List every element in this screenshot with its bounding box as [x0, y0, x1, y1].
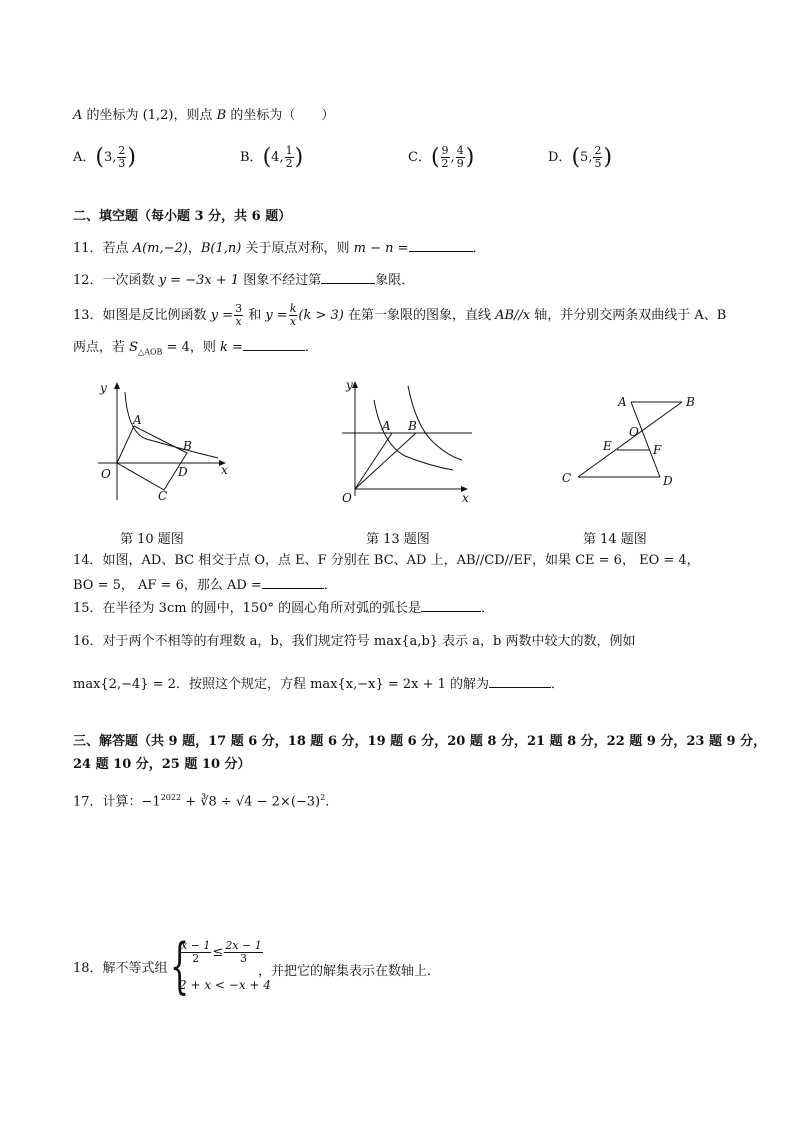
q10-option-c[interactable]: C．( $\frac{9}{2}$ , $\frac{4}{9}$ )	[408, 144, 475, 170]
q13-f2-num: k	[289, 302, 297, 315]
q13-k: k =	[219, 340, 243, 355]
q18-ineq1-left-den: 2	[192, 952, 200, 965]
q13-s: S	[129, 340, 139, 355]
q11	[73, 239, 486, 258]
fig13-label-x: x	[462, 491, 469, 505]
q13-line2b: = 4，则	[162, 340, 220, 355]
q17-exponent: 2022	[160, 793, 182, 802]
fig14-label-o: O	[629, 425, 639, 439]
q11-end: ．	[472, 241, 486, 256]
q11-point-a: A(m,−2)	[132, 241, 188, 256]
option-label: A．	[73, 150, 96, 165]
fig10-quadrilateral	[117, 426, 187, 490]
q12-end: 象限．	[375, 273, 415, 288]
q15-answer-blank[interactable]	[421, 599, 481, 612]
option-num: 4	[456, 144, 464, 157]
q12-number: 12．	[73, 273, 103, 288]
q12-text1: 一次函数	[102, 273, 159, 288]
q18-ineq1-left-num: x − 1	[181, 939, 211, 952]
option-whole: 5	[580, 150, 589, 165]
fig13-segment-oa	[355, 433, 392, 489]
q13-answer-blank[interactable]	[243, 338, 305, 351]
q18-ineq1	[179, 940, 264, 965]
q13-y2: y =	[265, 308, 288, 323]
q11-text2: 关于原点对称，则	[241, 241, 354, 256]
q13-f1-num: 3	[235, 302, 243, 315]
q10-stem-point-a: A	[73, 108, 83, 123]
fig10-label-d: D	[178, 465, 188, 479]
q10-stem-mid: 的坐标为	[82, 108, 143, 123]
q11-expr: m − n =	[353, 241, 409, 256]
q13-end: ．	[304, 340, 318, 355]
q13-text1: 如图是反比例函数	[102, 308, 211, 323]
q11-text1: 若点	[102, 241, 133, 256]
section3-heading-line1: 三、解答题（共 9 题，17 题 6 分，18 题 6 分，19 题 6 分，20 题 8 分，21 题 8 分，22 题 9 分，23 题 9 分，	[73, 734, 767, 749]
q14-line1: 14．如图，AD、BC 相交于点 O，点 E、F 分别在 BC、AD 上，AB//CD//EF，如果 CE = 6， EO = 4，	[73, 553, 700, 568]
fig10-y-arrow	[114, 382, 120, 389]
q17	[73, 789, 338, 811]
fig10-label-o: O	[101, 467, 111, 481]
section2-heading: 二、填空题（每小题 3 分，共 6 题）	[73, 209, 292, 224]
q11-number: 11．	[73, 241, 103, 256]
q10-stem-end: 的坐标为（ ）	[226, 108, 335, 123]
q13-f2-den: x	[289, 315, 297, 328]
fig14-label-e: E	[603, 439, 612, 453]
q13-y1: y =	[210, 308, 234, 323]
fig10-label-b: B	[183, 439, 192, 453]
q17-text1: 17．计算：−1	[73, 794, 161, 810]
fig14-segment-bc	[578, 402, 682, 477]
option-label: D．	[548, 150, 572, 165]
fig10-label-a: A	[133, 413, 142, 427]
q17-text2: + ∛8 ÷ √4 − 2×(−3)	[181, 794, 321, 810]
q10-stem-coord: (1,2)	[142, 108, 174, 123]
q14-line2-text: BO = 5， AF = 6，那么 AD =	[73, 578, 262, 593]
option-num: 1	[285, 144, 293, 157]
q10-stem-point-b: B	[216, 108, 227, 123]
q12-answer-blank[interactable]	[321, 271, 375, 284]
figure-13	[330, 376, 480, 511]
q13-text3: 轴，并分别交两条双曲线于 A、B	[530, 308, 727, 323]
q16-end: ．	[551, 677, 565, 692]
q12-expr: y = −3x + 1	[158, 273, 240, 288]
q13-cond: (k > 3)	[298, 308, 344, 323]
q18-ineq2-text: 2 + x < −x + 4	[179, 978, 271, 992]
fig13-label-o: O	[342, 491, 352, 505]
fig10-label-x: x	[221, 463, 228, 477]
q18-ineq1-right-num: 2x − 1	[225, 939, 262, 952]
fig13-label-y: y	[346, 378, 353, 392]
q18-ineq2	[179, 978, 271, 992]
option-whole: 3	[103, 150, 113, 165]
q13-line2	[73, 338, 318, 362]
q15-text: 15．在半径为 3cm 的圆中，150° 的圆心角所对弧的弧长是	[73, 601, 422, 616]
fig14-label-c: C	[562, 471, 572, 485]
q10-option-b[interactable]: B．(4, $\frac{1}{2}$ )	[240, 144, 304, 170]
q15-end: ．	[481, 601, 495, 616]
q16-line2-text: max{2,−4} = 2．按照这个规定，方程 max{x,−x} = 2x + 1 的解为	[73, 677, 490, 692]
fig14-segment-ad	[631, 402, 660, 477]
q10-stem	[73, 107, 334, 125]
q10-stem-tail: ，则点	[173, 108, 217, 123]
q16-line2	[73, 675, 564, 694]
q13-line1	[73, 303, 726, 328]
section3-heading-line2: 24 题 10 分，25 题 10 分）	[73, 757, 251, 772]
q17-end: ．	[325, 794, 339, 810]
q11-answer-blank[interactable]	[409, 239, 473, 252]
fig13-caption: 第 13 题图	[366, 532, 430, 547]
q13-and: 和	[244, 308, 266, 323]
fig13-y-arrow	[352, 381, 358, 388]
option-den: 2	[285, 157, 293, 170]
q17-exponent2: 2	[320, 793, 326, 802]
fig13-label-b: B	[408, 419, 417, 433]
q16-line1: 16．对于两个不相等的有理数 a，b，我们规定符号 max{a,b} 表示 a，b 两数中较大的数，例如	[73, 634, 636, 649]
option-label: B．	[240, 150, 263, 165]
fig14-label-f: F	[653, 443, 662, 457]
option-den: 3	[118, 157, 126, 170]
q12	[73, 271, 414, 290]
fig13-label-a: A	[382, 419, 391, 433]
q13-sub: △AOB	[138, 347, 163, 357]
q13-f1-den: x	[235, 315, 242, 328]
q14-end: ．	[323, 578, 337, 593]
q13-text2: 在第一象限的图象，直线	[343, 308, 496, 323]
q18-suffix: ，并把它的解集表示在数轴上．	[258, 964, 441, 979]
q13-number: 13．	[73, 308, 103, 323]
fig14-caption: 第 14 题图	[583, 532, 647, 547]
q13-ab: AB//x	[495, 308, 531, 323]
option-label: C．	[408, 150, 431, 165]
option-den1: 2	[441, 157, 449, 170]
figure-14	[555, 388, 715, 493]
option-num1: 9	[441, 144, 449, 157]
q14-answer-blank[interactable]	[262, 576, 324, 589]
q13-line2a: 两点，若	[73, 340, 130, 355]
q11-sep: ，	[187, 241, 201, 256]
q16-answer-blank[interactable]	[489, 675, 551, 688]
option-num: 2	[118, 144, 126, 157]
fig10-label-c: C	[158, 489, 168, 503]
fig13-segment-ob	[355, 433, 416, 489]
option-whole: 4	[271, 150, 280, 165]
q18-le: ≤	[212, 945, 224, 960]
q18-prefix: 18．解不等式组	[73, 961, 168, 976]
option-den: 5	[594, 157, 602, 170]
q15	[73, 599, 494, 618]
fig10-caption: 第 10 题图	[120, 532, 184, 547]
q10-option-d[interactable]: D．(5, $\frac{2}{5}$ )	[548, 144, 613, 170]
option-num: 2	[594, 144, 602, 157]
q18-ineq1-right-den: 3	[240, 952, 248, 965]
q18-brace: {	[170, 931, 190, 1001]
fig14-label-b: B	[686, 395, 695, 409]
fig14-label-d: D	[663, 474, 673, 488]
option-den: 9	[456, 157, 464, 170]
fig10-label-y: y	[100, 381, 107, 395]
q11-point-b: B(1,n)	[200, 241, 242, 256]
q12-text2: 图象不经过第	[239, 273, 322, 288]
q14-line2	[73, 576, 337, 595]
q10-option-a[interactable]: A．(3, $\frac{2}{3}$ )	[73, 144, 136, 170]
figure-10	[90, 378, 240, 508]
fig14-label-a: A	[618, 395, 627, 409]
